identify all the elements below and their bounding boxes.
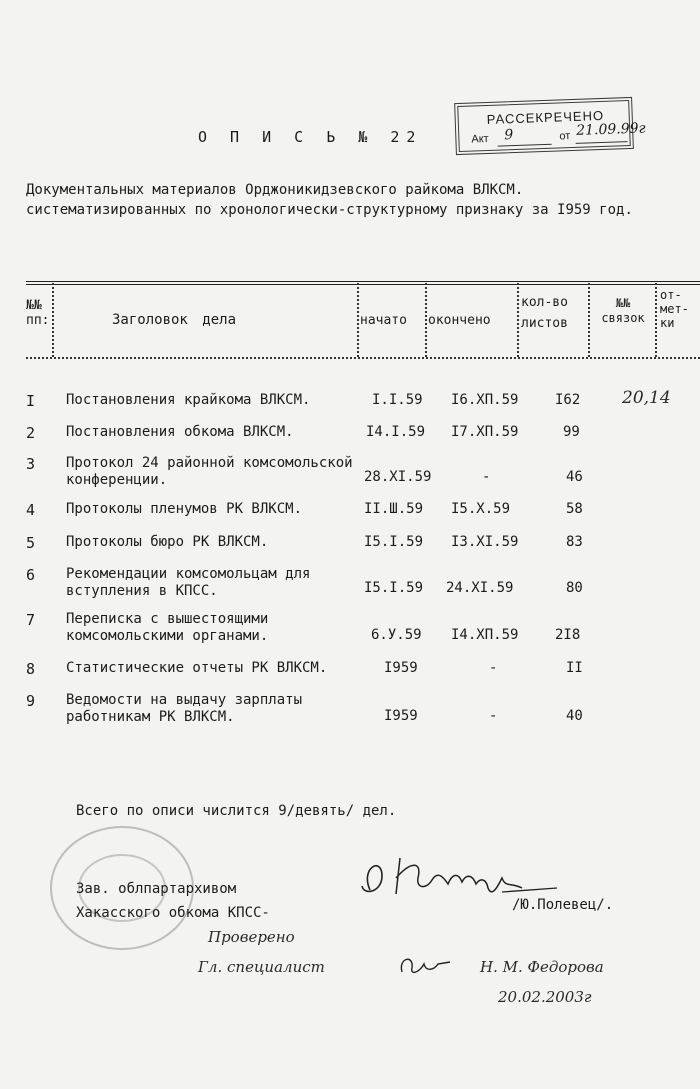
row-number: 8 [26,660,36,678]
row-sheets: I62 [555,392,581,408]
handwritten-date: 20.02.2003г [498,988,592,1006]
row-number: 4 [26,501,36,519]
row-title: Рекомендации комсомольцам для вступления в КПСС. [66,566,311,599]
row-start: 6.У.59 [371,627,422,643]
total-line: Всего по описи числится 9/девять/ дел. [76,803,397,819]
row-end: - [489,708,498,724]
stamp-act-label: Акт [471,132,489,146]
table-header-bottom-rule [26,357,700,359]
handwritten-initials [396,952,456,982]
row-sheets: 2I8 [555,627,581,643]
row-title: Постановления обкома ВЛКСМ. [66,424,294,440]
header-bundles: №№ связок [601,296,645,325]
row-number: I [26,392,36,410]
signatory-position-line2: Хакасского обкома КПСС- [76,905,270,921]
row-sheets: 58 [566,501,583,517]
row-number: 5 [26,534,36,552]
stamp-label: РАССЕКРЕЧЕНО [486,107,605,127]
row-start: I4.I.59 [366,424,426,440]
header-num: №№ пп: [26,298,50,328]
row-end: I5.X.59 [451,501,511,517]
table-top-rule [26,281,700,282]
row-start: I5.I.59 [364,534,424,550]
handwritten-role: Гл. специалист [198,958,325,976]
table-top-rule [26,284,700,285]
row-note: 20,14 [622,388,671,408]
column-divider [425,283,427,357]
stamp-date: 21.09.99г [575,120,646,139]
row-title: Протоколы бюро РК ВЛКСМ. [66,534,269,550]
intro-paragraph: Документальных материалов Орджоникидзевского райкома ВЛКСМ. систематизированных по хронологически-структурному признаку за I959 год. [26,182,633,218]
row-number: 2 [26,424,36,442]
row-sheets: II [566,660,583,676]
row-number: 3 [26,455,36,473]
row-sheets: 40 [566,708,583,724]
row-sheets: 99 [563,424,580,440]
row-end: - [489,660,498,676]
header-end: окончено [428,313,491,328]
row-title: Переписка с вышестоящими комсомольскими органами. [66,611,269,644]
page-title: О П И С Ь № 22 [198,128,423,146]
row-end: - [482,469,491,485]
stamp-underline [498,144,552,147]
row-title: Протоколы пленумов РК ВЛКСМ. [66,501,303,517]
row-title: Постановления крайкома ВЛКСМ. [66,392,311,408]
row-start: 28.XI.59 [364,469,432,485]
row-sheets: 83 [566,534,583,550]
signatory-name: /Ю.Полевец/. [512,897,614,913]
signatory-position-line1: Зав. облпартархивом [76,881,237,897]
declassified-stamp [454,97,646,155]
column-divider [588,283,590,357]
header-start: начато [360,313,407,328]
row-start: I959 [384,660,418,676]
row-number: 7 [26,611,36,629]
row-start: II.Ш.59 [364,501,424,517]
row-end: I6.XП.59 [451,392,519,408]
row-title: Статистические отчеты РК ВЛКСМ. [66,660,328,676]
row-title: Протокол 24 районной комсомольской конференции. [66,455,353,488]
row-start: I.I.59 [372,392,423,408]
row-number: 6 [26,566,36,584]
stamp-act-number: 9 [504,127,514,144]
row-start: I5.I.59 [364,580,424,596]
column-divider [517,283,519,357]
row-title: Ведомости на выдачу зарплаты работникам РК ВЛКСМ. [66,692,303,725]
row-end: I7.XП.59 [451,424,519,440]
row-end: I4.XП.59 [451,627,519,643]
header-title: Заголовок дела [112,312,237,328]
handwritten-checked: Проверено [208,928,295,946]
header-sheets: кол-во листов [521,295,568,331]
row-number: 9 [26,692,36,710]
column-divider [655,283,657,357]
header-notes: от- мет- ки [660,288,689,330]
signatory-position [76,877,270,925]
row-end: I3.XI.59 [451,534,519,550]
column-divider [52,283,54,357]
row-sheets: 46 [566,469,583,485]
stamp-date-label: от [559,130,571,143]
row-start: I959 [384,708,418,724]
row-end: 24.XI.59 [446,580,514,596]
handwritten-name: Н. М. Федорова [480,958,604,976]
row-sheets: 80 [566,580,583,596]
column-divider [357,283,359,357]
stamp-underline [576,141,628,144]
